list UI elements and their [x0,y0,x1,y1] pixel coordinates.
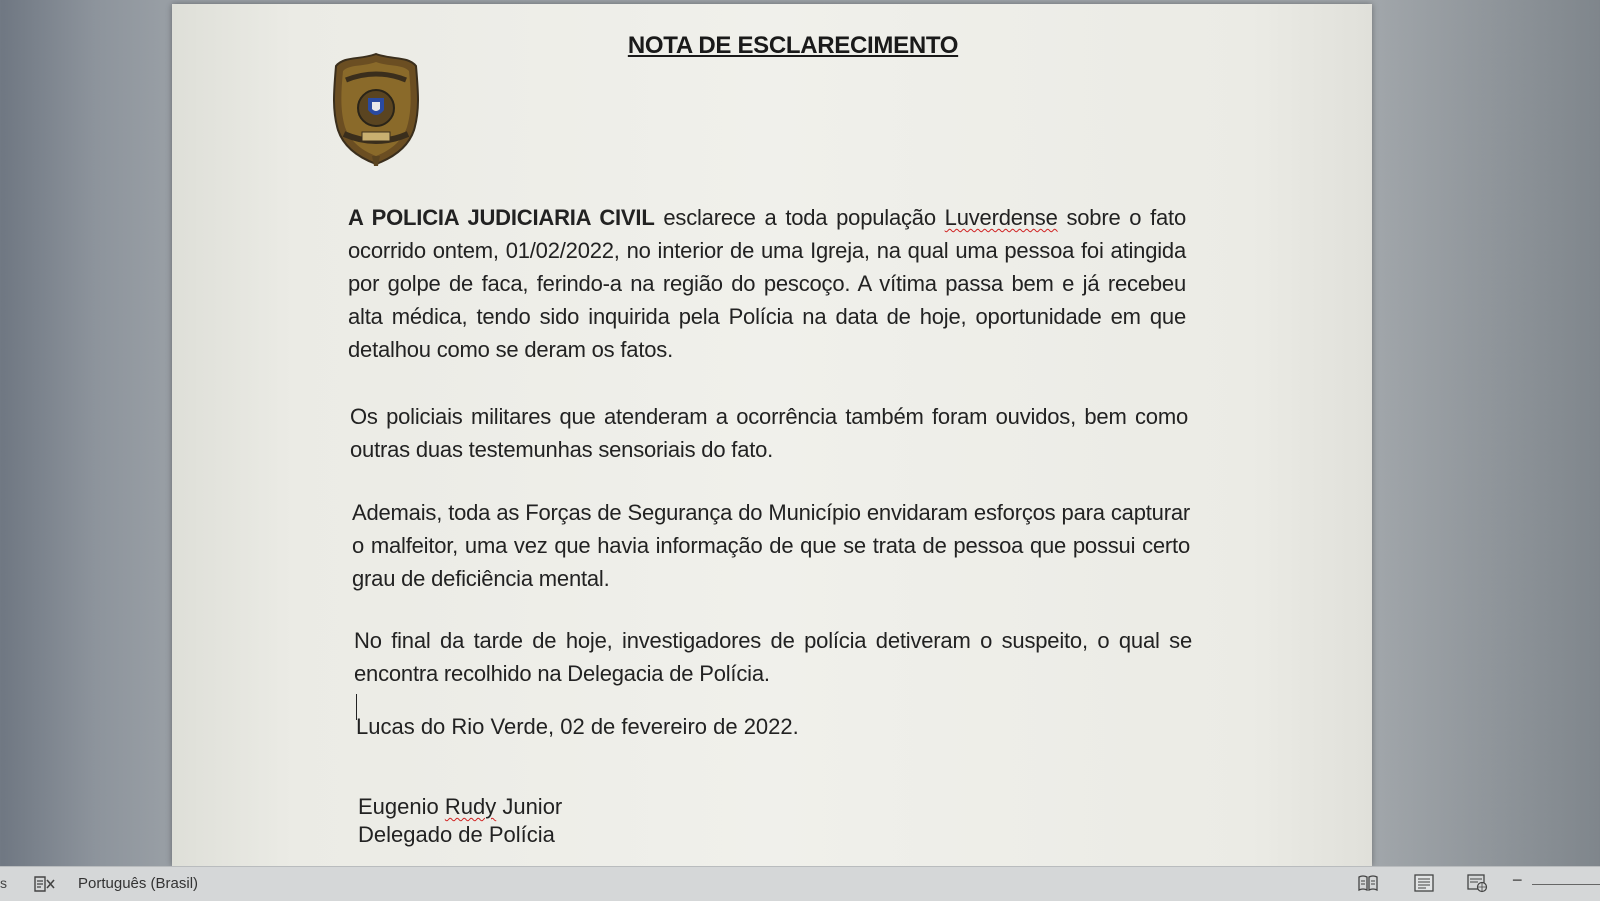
print-layout-icon[interactable] [1413,873,1435,893]
paragraph-4: No final da tarde de hoje, investigadores de polícia detiveram o suspeito, o qual se encontra recolhido na Delegacia de Polícia. [354,628,1192,686]
signature-role: Delegado de Polícia [358,822,555,847]
zoom-out-button[interactable]: − [1512,870,1523,890]
paragraph-3: Ademais, toda as Forças de Segurança do Município envidaram esforços para capturar o malfeitor, uma vez que havia informação de que se trata de pessoa que possui certo grau de deficiência mental. [352,500,1190,591]
signature-last-name: Junior [496,794,563,819]
web-layout-icon[interactable] [1466,873,1488,893]
zoom-slider[interactable] [1532,884,1600,885]
read-mode-icon[interactable] [1357,873,1379,893]
document-page[interactable] [172,4,1372,866]
paragraph-1-text-b: sobre o fato ocorrido ontem, 01/02/2022, no interior de uma Igreja, na qual uma pessoa foi atingida por golpe de faca, ferindo-a na região do pescoço. A vítima passa bem e já recebeu alta médica, tendo sido inquirida pela Polícia na data de hoje, oportunidade em que detalhou como se deram os fatos. [348,205,1186,362]
signature-name [358,794,562,820]
signature-first-name: Eugenio [358,794,445,819]
paragraph-1 [348,201,1186,366]
spellcheck-flagged-name[interactable]: Rudy [444,794,497,819]
dateline: Lucas do Rio Verde, 02 de fevereiro de 2022. [356,714,799,739]
document-title: NOTA DE ESCLARECIMENTO [627,32,959,59]
paragraph-1-lead: A POLICIA JUDICIARIA CIVIL [348,205,655,230]
status-bar [0,866,1600,901]
proofing-icon[interactable] [32,874,56,894]
police-badge-icon [332,50,420,168]
language-indicator[interactable]: Português (Brasil) [78,875,199,892]
paragraph-1-text-a: esclarece a toda população [654,205,945,230]
status-bar-truncated-item[interactable]: s [0,875,7,891]
paragraph-2: Os policiais militares que atenderam a ocorrência também foram ouvidos, bem como outras duas testemunhas sensoriais do fato. [350,404,1188,462]
spellcheck-flagged-word[interactable]: Luverdense [944,205,1058,230]
